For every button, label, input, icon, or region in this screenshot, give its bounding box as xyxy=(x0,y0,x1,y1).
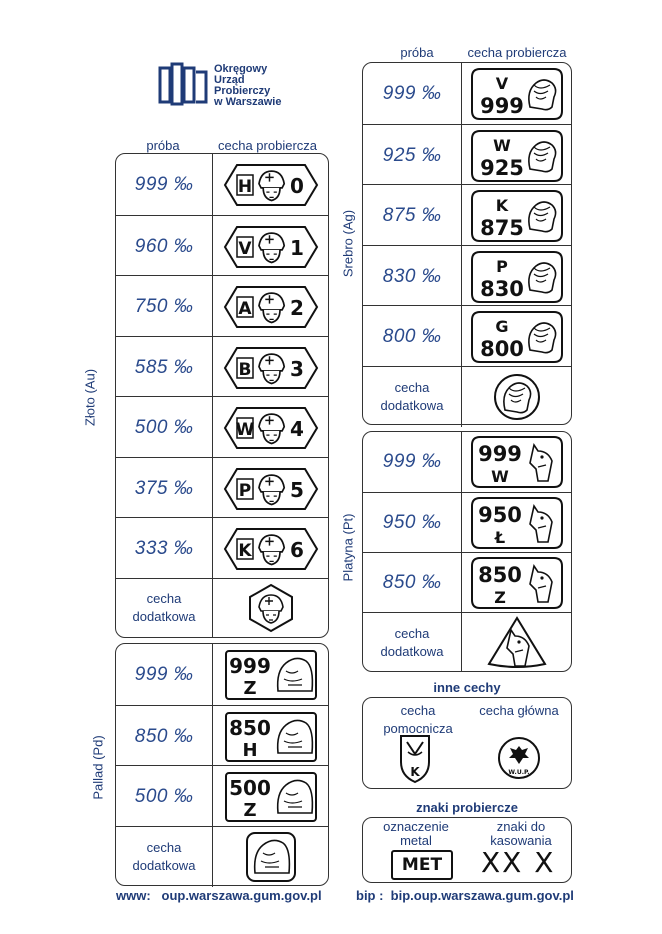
fineness-cell xyxy=(116,766,212,827)
fineness-value: 800 ‰ xyxy=(382,325,442,347)
gold-hallmark-digit: 6 xyxy=(289,537,304,562)
platinum-hallmark-letter: Ł xyxy=(494,528,505,547)
gold-hallmark-icon xyxy=(223,467,319,511)
palladium-hallmark-number: 999 xyxy=(228,653,271,678)
palladium-table xyxy=(115,643,329,886)
gold-hallmark-letter: A xyxy=(237,298,252,319)
fineness-value: 830 ‰ xyxy=(382,265,442,287)
gold-hallmark-icon xyxy=(223,163,319,207)
palladium-row xyxy=(116,765,328,827)
hallmark-cell xyxy=(212,337,328,398)
fineness-cell xyxy=(363,493,461,553)
gold-row xyxy=(116,396,328,458)
fineness-value: 500 ‰ xyxy=(134,785,194,807)
gold-table xyxy=(115,153,329,638)
platinum-hallmark-icon xyxy=(470,556,564,610)
silver-row xyxy=(363,184,571,246)
extra-mark-cell xyxy=(212,827,328,887)
main-mark-text: W.U.P. xyxy=(508,769,530,776)
hallmark-cell xyxy=(212,518,328,579)
fineness-cell xyxy=(363,432,461,492)
platinum-hallmark-icon xyxy=(470,435,564,489)
assay-signs-title: znaki probiercze xyxy=(416,800,518,815)
hallmark-cell xyxy=(212,276,328,337)
gold-hallmark-digit: 5 xyxy=(289,477,304,502)
gold-hallmark-letter: P xyxy=(238,480,251,501)
platinum-hallmark-letter: W xyxy=(490,467,509,486)
hallmark-cell xyxy=(461,246,571,307)
gold-hallmark-letter: V xyxy=(237,238,252,259)
hallmark-cell xyxy=(212,766,328,827)
logo-line: Okręgowy xyxy=(214,63,268,75)
metal-mark-text: MET xyxy=(401,855,443,875)
palladium-extra-hallmark-icon xyxy=(245,831,297,883)
gold-hallmark-letter: B xyxy=(238,359,251,380)
fineness-value: 585 ‰ xyxy=(134,356,194,378)
gold-hallmark-letter: K xyxy=(237,540,252,561)
fineness-cell xyxy=(116,518,212,579)
gold-hallmark-digit: 4 xyxy=(289,416,304,441)
extra-mark-row xyxy=(363,366,571,427)
gold-hallmark-digit: 0 xyxy=(289,173,304,198)
other-marks-box xyxy=(362,697,572,789)
extra-mark-label: cecha dodatkowa xyxy=(380,380,444,413)
extra-mark-cell xyxy=(461,613,571,672)
palladium-label: Pallad (Pd) xyxy=(90,735,106,800)
extra-mark-row xyxy=(363,612,571,672)
helper-mark-shield-icon xyxy=(399,734,431,784)
platinum-extra-hallmark-icon xyxy=(487,616,547,670)
silver-extra-hallmark-icon xyxy=(492,372,542,422)
other-marks-title: inne cechy xyxy=(433,680,501,695)
fineness-value: 875 ‰ xyxy=(382,204,442,226)
fineness-value: 960 ‰ xyxy=(134,235,194,257)
silver-row xyxy=(363,124,571,186)
footer-www-link[interactable]: www: oup.warszawa.gum.gov.pl xyxy=(116,888,322,903)
platinum-row xyxy=(363,432,571,492)
extra-mark-row xyxy=(116,826,328,887)
fineness-value: 999 ‰ xyxy=(382,451,442,472)
extra-mark-label: cecha dodatkowa xyxy=(132,840,196,873)
fineness-cell xyxy=(116,706,212,767)
platinum-hallmark-number: 999 xyxy=(477,442,522,466)
silver-hallmark-number: 875 xyxy=(479,215,524,240)
logo-mark-icon xyxy=(158,62,210,108)
cancel-mark: XX X xyxy=(481,846,556,879)
left-header-proba: próba xyxy=(146,138,180,153)
platinum-hallmark-number: 850 xyxy=(477,563,522,587)
gold-hallmark-letter: H xyxy=(237,176,252,197)
palladium-hallmark-letter: Z xyxy=(242,799,257,821)
silver-hallmark-icon xyxy=(470,250,564,304)
palladium-hallmark-letter: Z xyxy=(242,677,257,699)
main-mark-eagle-icon xyxy=(497,736,541,780)
metal-label: oznaczenie metal xyxy=(383,819,449,848)
hallmark-cell xyxy=(461,432,571,492)
fineness-cell xyxy=(116,644,212,705)
silver-hallmark-icon xyxy=(470,129,564,183)
palladium-row xyxy=(116,644,328,705)
gold-hallmark-icon xyxy=(223,406,319,450)
fineness-cell xyxy=(363,306,461,367)
extra-mark-cell xyxy=(212,579,328,637)
platinum-label: Platyna (Pt) xyxy=(340,513,356,582)
silver-hallmark-number: 925 xyxy=(479,155,524,180)
platinum-hallmark-number: 950 xyxy=(477,503,522,527)
metal-mark xyxy=(391,850,453,880)
hallmark-cell xyxy=(461,493,571,553)
palladium-row xyxy=(116,705,328,767)
gold-hallmark-digit: 2 xyxy=(289,295,304,320)
gold-hallmark-icon xyxy=(223,527,319,571)
fineness-cell xyxy=(116,216,212,277)
fineness-cell xyxy=(363,246,461,307)
platinum-row xyxy=(363,492,571,553)
left-header-cecha: cecha probiercza xyxy=(218,138,317,153)
silver-hallmark-number: 800 xyxy=(479,336,524,361)
cancel-label: znaki do kasowania xyxy=(490,819,552,848)
silver-hallmark-letter: K xyxy=(495,195,508,215)
office-logo xyxy=(158,62,298,114)
silver-hallmark-icon xyxy=(470,310,564,364)
fineness-value: 999 ‰ xyxy=(134,173,194,195)
fineness-value: 950 ‰ xyxy=(382,512,442,533)
gold-hallmark-letter: W xyxy=(235,419,254,440)
hallmark-cell xyxy=(212,216,328,277)
hallmark-cell xyxy=(461,125,571,186)
fineness-cell xyxy=(116,397,212,458)
palladium-hallmark-number: 850 xyxy=(228,715,271,740)
helper-mark-letter: K xyxy=(410,765,420,779)
hallmark-cell xyxy=(212,397,328,458)
fineness-cell xyxy=(363,125,461,186)
palladium-hallmark-icon xyxy=(224,711,318,763)
hallmark-cell xyxy=(212,644,328,705)
gold-hallmark-digit: 1 xyxy=(289,235,304,260)
palladium-hallmark-number: 500 xyxy=(228,775,271,800)
silver-hallmark-number: 999 xyxy=(479,93,524,118)
fineness-value: 850 ‰ xyxy=(382,572,442,593)
logo-line: Urząd xyxy=(214,74,245,86)
extra-mark-label: cecha dodatkowa xyxy=(132,591,196,624)
platinum-hallmark-letter: Z xyxy=(493,588,506,607)
hallmark-cell xyxy=(212,706,328,767)
gold-hallmark-digit: 3 xyxy=(289,356,304,381)
logo-line: w Warszawie xyxy=(214,96,282,108)
gold-row xyxy=(116,154,328,215)
fineness-value: 375 ‰ xyxy=(134,477,194,499)
fineness-value: 750 ‰ xyxy=(134,295,194,317)
silver-row xyxy=(363,305,571,367)
gold-row xyxy=(116,275,328,337)
silver-table xyxy=(362,62,572,425)
helper-mark-label: cecha pomocnicza xyxy=(383,703,453,736)
fineness-value: 500 ‰ xyxy=(134,416,194,438)
fineness-cell xyxy=(116,276,212,337)
assay-signs-box xyxy=(362,817,572,883)
right-header-proba: próba xyxy=(400,45,434,60)
hallmark-cell xyxy=(212,458,328,519)
fineness-value: 999 ‰ xyxy=(134,663,194,685)
gold-extra-hallmark-icon xyxy=(246,583,296,633)
palladium-hallmark-letter: H xyxy=(241,739,258,761)
fineness-value: 925 ‰ xyxy=(382,144,442,166)
hallmark-cell xyxy=(461,185,571,246)
gold-row xyxy=(116,517,328,579)
extra-mark-cell xyxy=(461,367,571,427)
fineness-cell xyxy=(116,154,212,215)
silver-hallmark-letter: W xyxy=(492,135,511,155)
silver-hallmark-letter: G xyxy=(494,316,509,336)
silver-row xyxy=(363,63,571,124)
fineness-value: 850 ‰ xyxy=(134,725,194,747)
gold-label: Złoto (Au) xyxy=(82,368,98,427)
fineness-cell xyxy=(363,63,461,124)
logo-line: Probierczy xyxy=(214,85,271,97)
silver-hallmark-number: 830 xyxy=(479,276,524,301)
silver-hallmark-letter: P xyxy=(495,256,508,276)
fineness-value: 999 ‰ xyxy=(382,82,442,104)
hallmark-cell xyxy=(461,306,571,367)
fineness-cell xyxy=(116,337,212,398)
footer-bip-link[interactable]: bip : bip.oup.warszawa.gum.gov.pl xyxy=(356,888,574,903)
silver-row xyxy=(363,245,571,307)
fineness-value: 333 ‰ xyxy=(134,537,194,559)
gold-row xyxy=(116,457,328,519)
extra-mark-row xyxy=(116,578,328,637)
silver-label: Srebro (Ag) xyxy=(340,209,356,278)
silver-hallmark-letter: V xyxy=(495,73,508,93)
silver-hallmark-icon xyxy=(470,67,564,121)
platinum-row xyxy=(363,552,571,613)
gold-row xyxy=(116,215,328,277)
fineness-cell xyxy=(116,458,212,519)
silver-hallmark-icon xyxy=(470,189,564,243)
platinum-hallmark-icon xyxy=(470,496,564,550)
fineness-cell xyxy=(363,185,461,246)
hallmark-cell xyxy=(461,63,571,124)
palladium-hallmark-icon xyxy=(224,649,318,701)
right-header-cecha: cecha probiercza xyxy=(467,45,567,60)
gold-hallmark-icon xyxy=(223,225,319,269)
extra-mark-label: cecha dodatkowa xyxy=(380,625,444,659)
fineness-cell xyxy=(363,553,461,613)
hallmark-cell xyxy=(461,553,571,613)
main-mark-label: cecha główna xyxy=(479,703,559,718)
gold-hallmark-icon xyxy=(223,285,319,329)
gold-hallmark-icon xyxy=(223,346,319,390)
platinum-table xyxy=(362,431,572,672)
hallmark-cell xyxy=(212,154,328,215)
gold-row xyxy=(116,336,328,398)
palladium-hallmark-icon xyxy=(224,771,318,823)
